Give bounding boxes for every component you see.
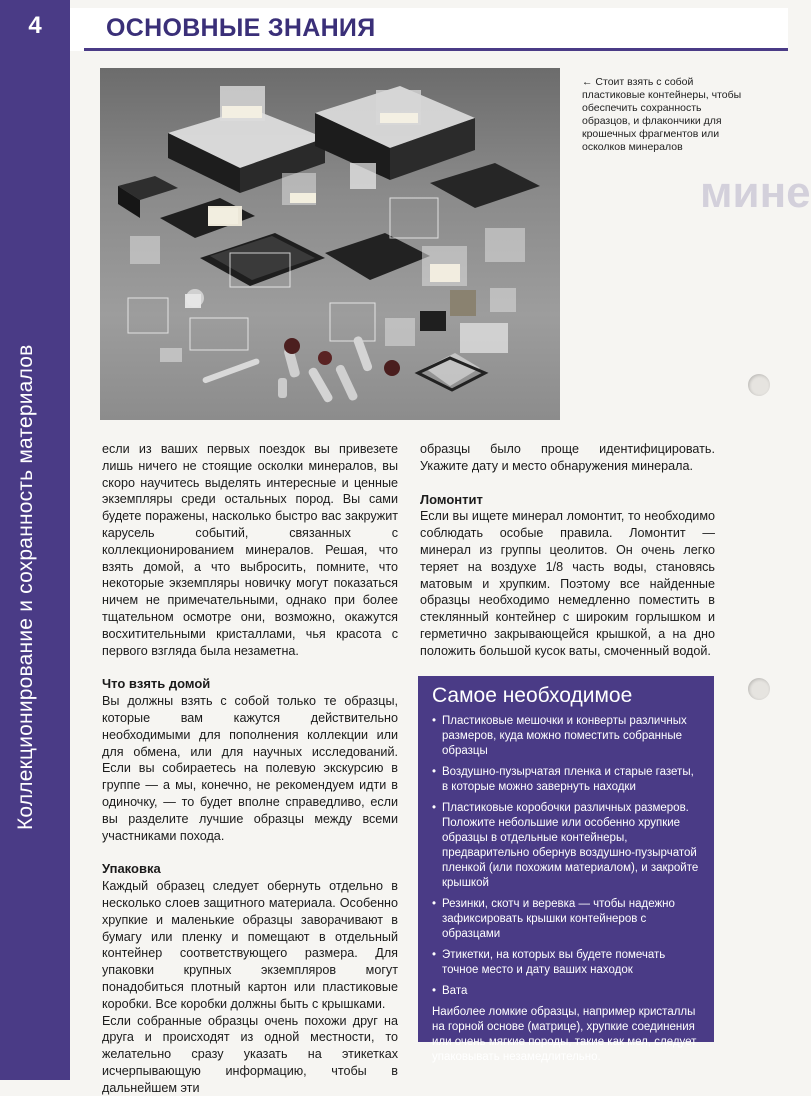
large-box-right [315, 86, 475, 180]
text-column-left [102, 441, 398, 1096]
header-strip [70, 8, 84, 51]
containers-photo [100, 68, 560, 420]
section-text-what-to-take: Вы должны взять с собой только те образцы, которые вам кажутся действительно необходимыми для пополнения коллекции или для обмена, или для научных исследований. Если вы собираетесь на полевую экскурсию в группе — а мы, конечно, не рекомендуем идти в одиночку, — то будет вполне справедливо, если вы разделите лучшие образцы между всеми участниками похода. [102, 693, 398, 844]
bullet-icon: • [432, 984, 442, 999]
essentials-box [418, 676, 714, 1042]
bullet-icon: • [432, 801, 442, 891]
bullet-icon: • [432, 714, 442, 759]
essentials-item [432, 897, 702, 942]
header [84, 8, 788, 51]
essentials-item-text: Резинки, скотч и веревка — чтобы надежно зафиксировать крышки контейнеров с образцами [442, 897, 702, 942]
section-heading-packing: Упаковка [102, 861, 398, 878]
section-heading-laumontite: Ломонтит [420, 492, 715, 509]
photo-caption: ← Стоит взять с собой пластиковые контейнеры, чтобы обеспечить сохранность образцов, и флакончики для крошечных фрагментов или осколков минералов [582, 76, 752, 154]
essentials-item-text: Этикетки, на которых вы будете помечать точное место и дату ваших находок [442, 948, 702, 978]
bullet-icon: • [432, 897, 442, 942]
essentials-note: Наиболее ломкие образцы, например кристаллы на горной основе (матрице), хрупкие соединения или очень мягкие породы, такие как мел, следует упаковывать незамедлительно. [432, 1005, 702, 1065]
page-number: 4 [0, 0, 70, 52]
sidebar [0, 0, 70, 1080]
page-title: ОСНОВНЫЕ ЗНАНИЯ [106, 14, 375, 43]
essentials-title: Самое необходимое [432, 684, 702, 708]
essentials-item [432, 801, 702, 891]
essentials-item [432, 765, 702, 795]
bullet-icon: • [432, 765, 442, 795]
essentials-item [432, 984, 702, 999]
essentials-item-text: Пластиковые коробочки различных размеров. Положите небольшие или особенно хрупкие образцы в отдельные контейнеры, предварительно обернув воздушно-пузырчатой пленкой (или похожим материалом), и закройте крышкой [442, 801, 702, 891]
essentials-item [432, 714, 702, 759]
sidebar-title: Коллекционирование и сохранность материалов [14, 345, 38, 831]
section-text-laumontite: Если вы ищете минерал ломонтит, то необходимо соблюдать особые правила. Ломонтит — минерал из группы цеолитов. Он очень легко теряет на воздухе 1/8 часть воды, становясь матовым и хрупким. Поэтому все найденные образцы необходимо немедленно поместить в стеклянный контейнер с широким горлышком и герметично закрывающейся крышкой, а на дно положить большой кусок ваты, смоченный водой. [420, 508, 715, 659]
text-column-right [420, 441, 715, 660]
section-heading-what-to-take: Что взять домой [102, 676, 398, 693]
essentials-item-text: Воздушно-пузырчатая пленка и старые газеты, в которые можно завернуть находки [442, 765, 702, 795]
section-text-packing-1: Каждый образец следует обернуть отдельно в несколько слоев защитного материала. Особенно хрупкие и маленькие образцы заворачивают в бумагу или пленку и помещают в отдельный контейнер соответствующего размера. Для упаковки крупных экземпляров могут понадобиться плотный картон или пластиковые коробки. Все коробки должны быть с крышками. [102, 878, 398, 1012]
containers-illustration [100, 68, 560, 420]
continuation-paragraph: образцы было проще идентифицировать. Укажите дату и место обнаружения минерала. [420, 441, 715, 475]
binder-hole-1 [748, 374, 770, 396]
section-text-packing-2: Если собранные образцы очень похожи друг на друга и происходят из одной местности, то желательно сразу указать на этикетках исчерпывающую информацию, чтобы в дальнейшем эти [102, 1013, 398, 1096]
vials [202, 335, 400, 403]
bleed-through: мине [700, 168, 788, 548]
bullet-icon: • [432, 948, 442, 978]
essentials-item-text: Вата [442, 984, 467, 999]
intro-paragraph: если из ваших первых поездок вы привезете лишь ничего не стоящие осколки минералов, вы скоро научитесь выделять интересные и ценные экземпляры среди остальных пород. Вы сами будете поражены, насколько быстро вас закружит карусель событий, связанных с коллекционированием минералов. Решая, что взять домой, а что выбросить, помните, что некоторые экземпляры новичку могут показаться ничем не примечательными, однако при более тщательном осмотре они, возможно, окажутся восхитительными кристаллами, чья красота с первого взгляда была незаметна. [102, 441, 398, 659]
binder-hole-2 [748, 678, 770, 700]
essentials-item-text: Пластиковые мешочки и конверты различных размеров, куда можно поместить собранные образцы [442, 714, 702, 759]
essentials-item [432, 948, 702, 978]
